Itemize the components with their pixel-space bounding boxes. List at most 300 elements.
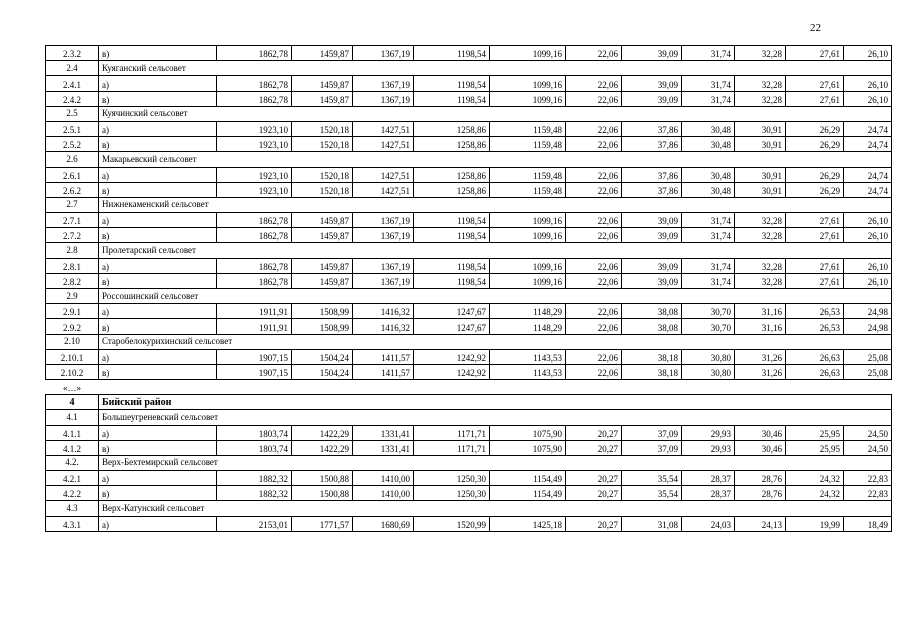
- value-cell: 30,70: [682, 304, 735, 319]
- row-code: 4.3.1: [46, 516, 99, 531]
- value-cell: 28,37: [682, 486, 735, 501]
- row-code: 2.7: [46, 197, 99, 212]
- value-cell: 1520,99: [414, 516, 490, 531]
- table-row: [46, 364, 892, 379]
- value-cell: 28,37: [682, 471, 735, 486]
- value-cell: 1367,19: [353, 213, 414, 228]
- value-cell: 1771,57: [292, 516, 353, 531]
- value-cell: 1427,51: [353, 167, 414, 182]
- value-cell: 26,10: [844, 46, 892, 61]
- row-code: 2.9.2: [46, 319, 99, 334]
- value-cell: 31,26: [735, 364, 786, 379]
- row-code: 2.5.1: [46, 121, 99, 136]
- value-cell: 26,10: [844, 91, 892, 106]
- tariff-table: [45, 45, 892, 532]
- value-cell: 1367,19: [353, 91, 414, 106]
- table-row: [46, 137, 892, 152]
- value-cell: 22,06: [566, 258, 622, 273]
- value-cell: 30,48: [682, 182, 735, 197]
- table-row: [46, 182, 892, 197]
- value-cell: 20,27: [566, 516, 622, 531]
- value-cell: 32,28: [735, 213, 786, 228]
- row-code: 4.1: [46, 410, 99, 425]
- value-cell: 1500,88: [292, 486, 353, 501]
- value-cell: 1198,54: [414, 76, 490, 91]
- row-code: 2.8.2: [46, 273, 99, 288]
- table-row: [46, 319, 892, 334]
- value-cell: 28,76: [735, 471, 786, 486]
- value-cell: 38,08: [622, 319, 682, 334]
- value-cell: 30,46: [735, 425, 786, 440]
- value-cell: 1416,32: [353, 304, 414, 319]
- value-cell: 30,46: [735, 440, 786, 455]
- table-row: [46, 273, 892, 288]
- value-cell: 32,28: [735, 273, 786, 288]
- value-cell: 26,10: [844, 273, 892, 288]
- row-code: 2.10: [46, 334, 99, 349]
- value-cell: 31,16: [735, 319, 786, 334]
- value-cell: 31,74: [682, 213, 735, 228]
- value-cell: 1099,16: [490, 213, 566, 228]
- value-cell: 24,74: [844, 137, 892, 152]
- table-row: [46, 76, 892, 91]
- value-cell: 1154,49: [490, 486, 566, 501]
- value-cell: 1459,87: [292, 213, 353, 228]
- row-code: 2.10.1: [46, 349, 99, 364]
- table-row: [46, 121, 892, 136]
- value-cell: 1459,87: [292, 46, 353, 61]
- row-code: «…»: [63, 383, 81, 394]
- group-title: Большеугреневский сельсовет: [99, 410, 892, 425]
- row-code: 2.7.1: [46, 213, 99, 228]
- value-cell: 1159,48: [490, 182, 566, 197]
- table-row: [46, 106, 892, 121]
- value-cell: 30,80: [682, 364, 735, 379]
- value-cell: 37,86: [622, 182, 682, 197]
- table-row: [46, 304, 892, 319]
- row-label: в): [99, 182, 217, 197]
- value-cell: 1099,16: [490, 91, 566, 106]
- value-cell: 1154,49: [490, 471, 566, 486]
- value-cell: 24,74: [844, 121, 892, 136]
- table-row: [46, 425, 892, 440]
- value-cell: 1500,88: [292, 471, 353, 486]
- value-cell: 1198,54: [414, 273, 490, 288]
- value-cell: 1143,53: [490, 364, 566, 379]
- value-cell: 26,63: [786, 364, 844, 379]
- value-cell: 20,27: [566, 486, 622, 501]
- value-cell: 26,10: [844, 213, 892, 228]
- value-cell: 1242,92: [414, 364, 490, 379]
- table-body: [46, 46, 892, 532]
- group-title: Верх-Бехтемирский сельсовет: [99, 455, 892, 470]
- value-cell: 24,50: [844, 440, 892, 455]
- value-cell: 1258,86: [414, 167, 490, 182]
- table-row: [46, 213, 892, 228]
- value-cell: 1410,00: [353, 486, 414, 501]
- value-cell: 1171,71: [414, 440, 490, 455]
- row-label: в): [99, 273, 217, 288]
- value-cell: 31,74: [682, 46, 735, 61]
- value-cell: 1882,32: [217, 486, 292, 501]
- group-title: Куячинский сельсовет: [99, 106, 892, 121]
- value-cell: 38,18: [622, 364, 682, 379]
- row-label: а): [99, 258, 217, 273]
- value-cell: 26,29: [786, 182, 844, 197]
- value-cell: 1411,57: [353, 349, 414, 364]
- table-row: [46, 349, 892, 364]
- value-cell: 22,06: [566, 137, 622, 152]
- value-cell: 37,86: [622, 167, 682, 182]
- table-row: [46, 228, 892, 243]
- value-cell: 27,61: [786, 91, 844, 106]
- value-cell: 1520,18: [292, 167, 353, 182]
- row-code: 2.8.1: [46, 258, 99, 273]
- table-row: [46, 455, 892, 470]
- row-label: а): [99, 213, 217, 228]
- row-label: в): [99, 46, 217, 61]
- row-code: 2.10.2: [46, 364, 99, 379]
- value-cell: 38,18: [622, 349, 682, 364]
- row-label: в): [99, 319, 217, 334]
- value-cell: 24,74: [844, 182, 892, 197]
- table-row: [46, 471, 892, 486]
- row-code: 2.6: [46, 152, 99, 167]
- row-label: в): [99, 91, 217, 106]
- value-cell: 1862,78: [217, 213, 292, 228]
- value-cell: 1247,67: [414, 319, 490, 334]
- value-cell: 1862,78: [217, 228, 292, 243]
- value-cell: 1508,99: [292, 304, 353, 319]
- value-cell: 22,06: [566, 273, 622, 288]
- row-label: а): [99, 516, 217, 531]
- value-cell: 1923,10: [217, 182, 292, 197]
- row-code: 4.1.2: [46, 440, 99, 455]
- value-cell: 29,93: [682, 425, 735, 440]
- value-cell: 39,09: [622, 273, 682, 288]
- value-cell: 1504,24: [292, 349, 353, 364]
- value-cell: 27,61: [786, 46, 844, 61]
- value-cell: 39,09: [622, 258, 682, 273]
- value-cell: 1923,10: [217, 137, 292, 152]
- row-label: в): [99, 364, 217, 379]
- value-cell: 24,13: [735, 516, 786, 531]
- value-cell: 22,06: [566, 364, 622, 379]
- value-cell: 1099,16: [490, 46, 566, 61]
- value-cell: 20,27: [566, 425, 622, 440]
- row-code: 4.2.1: [46, 471, 99, 486]
- page-number: 22: [810, 22, 821, 34]
- value-cell: 1862,78: [217, 46, 292, 61]
- value-cell: 24,74: [844, 167, 892, 182]
- value-cell: 1803,74: [217, 440, 292, 455]
- value-cell: 1099,16: [490, 258, 566, 273]
- value-cell: 1367,19: [353, 76, 414, 91]
- row-code: 4.2.2: [46, 486, 99, 501]
- value-cell: 29,93: [682, 440, 735, 455]
- value-cell: 25,08: [844, 364, 892, 379]
- value-cell: 31,74: [682, 76, 735, 91]
- group-title: Куяганский сельсовет: [99, 61, 892, 76]
- value-cell: 1367,19: [353, 46, 414, 61]
- value-cell: 19,99: [786, 516, 844, 531]
- value-cell: 1410,00: [353, 471, 414, 486]
- value-cell: 31,26: [735, 349, 786, 364]
- value-cell: 1427,51: [353, 121, 414, 136]
- value-cell: 22,06: [566, 349, 622, 364]
- value-cell: 1422,29: [292, 440, 353, 455]
- table-row: [46, 91, 892, 106]
- row-label: в): [99, 486, 217, 501]
- value-cell: 30,48: [682, 137, 735, 152]
- value-cell: 1250,30: [414, 486, 490, 501]
- row-label: а): [99, 304, 217, 319]
- value-cell: 24,50: [844, 425, 892, 440]
- value-cell: 2153,01: [217, 516, 292, 531]
- value-cell: 22,06: [566, 228, 622, 243]
- value-cell: 22,06: [566, 304, 622, 319]
- value-cell: 25,95: [786, 440, 844, 455]
- value-cell: 1520,18: [292, 121, 353, 136]
- row-code: 2.6.1: [46, 167, 99, 182]
- value-cell: 24,32: [786, 471, 844, 486]
- value-cell: 30,91: [735, 121, 786, 136]
- value-cell: 32,28: [735, 46, 786, 61]
- row-code: 4: [46, 395, 99, 410]
- value-cell: 1198,54: [414, 46, 490, 61]
- value-cell: 1459,87: [292, 76, 353, 91]
- value-cell: 27,61: [786, 258, 844, 273]
- value-cell: 22,06: [566, 182, 622, 197]
- value-cell: 39,09: [622, 213, 682, 228]
- value-cell: 22,06: [566, 121, 622, 136]
- group-title: Россошинский сельсовет: [99, 289, 892, 304]
- value-cell: 30,80: [682, 349, 735, 364]
- value-cell: 1198,54: [414, 258, 490, 273]
- value-cell: 26,53: [786, 304, 844, 319]
- row-label: а): [99, 471, 217, 486]
- group-title: Старобелокурихинский сельсовет: [99, 334, 892, 349]
- value-cell: 31,74: [682, 258, 735, 273]
- value-cell: 37,86: [622, 137, 682, 152]
- value-cell: 32,28: [735, 76, 786, 91]
- value-cell: 38,08: [622, 304, 682, 319]
- row-code: 2.6.2: [46, 182, 99, 197]
- value-cell: 1520,18: [292, 182, 353, 197]
- table-row: [46, 258, 892, 273]
- value-cell: 35,54: [622, 486, 682, 501]
- value-cell: 1508,99: [292, 319, 353, 334]
- value-cell: 1911,91: [217, 319, 292, 334]
- value-cell: 1416,32: [353, 319, 414, 334]
- value-cell: 31,16: [735, 304, 786, 319]
- value-cell: 1247,67: [414, 304, 490, 319]
- table-row: [46, 410, 892, 425]
- row-label: в): [99, 137, 217, 152]
- value-cell: 20,27: [566, 471, 622, 486]
- table-row: [46, 486, 892, 501]
- value-cell: 1425,18: [490, 516, 566, 531]
- table-row: [46, 501, 892, 516]
- value-cell: 31,74: [682, 91, 735, 106]
- group-title: Верх-Катунский сельсовет: [99, 501, 892, 516]
- value-cell: 39,09: [622, 46, 682, 61]
- value-cell: 1459,87: [292, 228, 353, 243]
- row-code: 2.7.2: [46, 228, 99, 243]
- value-cell: 32,28: [735, 258, 786, 273]
- value-cell: 1923,10: [217, 167, 292, 182]
- group-title: Бийский район: [99, 395, 892, 410]
- value-cell: 25,08: [844, 349, 892, 364]
- value-cell: 1099,16: [490, 273, 566, 288]
- group-title: Макарьевский сельсовет: [99, 152, 892, 167]
- table-row: [46, 46, 892, 61]
- value-cell: 39,09: [622, 76, 682, 91]
- row-code: 2.4: [46, 61, 99, 76]
- value-cell: 1459,87: [292, 273, 353, 288]
- value-cell: 1422,29: [292, 425, 353, 440]
- row-code: 2.3.2: [46, 46, 99, 61]
- value-cell: 30,91: [735, 167, 786, 182]
- row-label: а): [99, 349, 217, 364]
- value-cell: 1159,48: [490, 121, 566, 136]
- row-label: в): [99, 228, 217, 243]
- value-cell: 1459,87: [292, 258, 353, 273]
- table-row: [46, 61, 892, 76]
- value-cell: 1075,90: [490, 440, 566, 455]
- value-cell: 1159,48: [490, 137, 566, 152]
- value-cell: 39,09: [622, 91, 682, 106]
- group-title: [99, 380, 892, 395]
- value-cell: 1367,19: [353, 258, 414, 273]
- value-cell: 26,10: [844, 228, 892, 243]
- value-cell: 1862,78: [217, 76, 292, 91]
- row-code: 4.3: [46, 501, 99, 516]
- value-cell: 22,83: [844, 471, 892, 486]
- value-cell: 1099,16: [490, 228, 566, 243]
- value-cell: 32,28: [735, 228, 786, 243]
- row-code: 2.4.2: [46, 91, 99, 106]
- value-cell: 1198,54: [414, 213, 490, 228]
- value-cell: 30,70: [682, 319, 735, 334]
- value-cell: 1862,78: [217, 91, 292, 106]
- value-cell: 22,06: [566, 319, 622, 334]
- value-cell: 1148,29: [490, 304, 566, 319]
- row-code: 2.5: [46, 106, 99, 121]
- value-cell: 1099,16: [490, 76, 566, 91]
- value-cell: 30,91: [735, 137, 786, 152]
- value-cell: 26,10: [844, 76, 892, 91]
- value-cell: 1520,18: [292, 137, 353, 152]
- value-cell: 28,76: [735, 486, 786, 501]
- value-cell: 1075,90: [490, 425, 566, 440]
- value-cell: 1882,32: [217, 471, 292, 486]
- value-cell: 27,61: [786, 76, 844, 91]
- value-cell: 20,27: [566, 440, 622, 455]
- value-cell: 1367,19: [353, 273, 414, 288]
- table-row: [46, 516, 892, 531]
- value-cell: 1159,48: [490, 167, 566, 182]
- value-cell: 1862,78: [217, 258, 292, 273]
- value-cell: 1148,29: [490, 319, 566, 334]
- value-cell: 1258,86: [414, 137, 490, 152]
- row-code: 4.1.1: [46, 425, 99, 440]
- group-title: Пролетарский сельсовет: [99, 243, 892, 258]
- value-cell: 31,74: [682, 228, 735, 243]
- row-label: а): [99, 425, 217, 440]
- value-cell: 27,61: [786, 273, 844, 288]
- value-cell: 25,95: [786, 425, 844, 440]
- value-cell: 31,08: [622, 516, 682, 531]
- value-cell: 1331,41: [353, 440, 414, 455]
- value-cell: 26,10: [844, 258, 892, 273]
- value-cell: 1143,53: [490, 349, 566, 364]
- table-row: [46, 334, 892, 349]
- value-cell: 1258,86: [414, 182, 490, 197]
- row-code: 2.4.1: [46, 76, 99, 91]
- table-row: [46, 289, 892, 304]
- value-cell: 26,29: [786, 121, 844, 136]
- value-cell: 37,86: [622, 121, 682, 136]
- value-cell: 1427,51: [353, 182, 414, 197]
- value-cell: 26,29: [786, 137, 844, 152]
- value-cell: 35,54: [622, 471, 682, 486]
- value-cell: 26,63: [786, 349, 844, 364]
- value-cell: 30,48: [682, 121, 735, 136]
- value-cell: 22,06: [566, 213, 622, 228]
- group-title: Нижнекаменский сельсовет: [99, 197, 892, 212]
- value-cell: 1331,41: [353, 425, 414, 440]
- value-cell: 1367,19: [353, 228, 414, 243]
- value-cell: 1411,57: [353, 364, 414, 379]
- row-label: а): [99, 76, 217, 91]
- value-cell: 1803,74: [217, 425, 292, 440]
- value-cell: 1907,15: [217, 364, 292, 379]
- value-cell: 18,49: [844, 516, 892, 531]
- row-code: 2.8: [46, 243, 99, 258]
- value-cell: 1250,30: [414, 471, 490, 486]
- value-cell: 24,98: [844, 304, 892, 319]
- row-code: 4.2.: [46, 455, 99, 470]
- value-cell: 1862,78: [217, 273, 292, 288]
- row-code: 2.9: [46, 289, 99, 304]
- value-cell: 24,32: [786, 486, 844, 501]
- row-label: а): [99, 167, 217, 182]
- row-code: 2.9.1: [46, 304, 99, 319]
- value-cell: 1911,91: [217, 304, 292, 319]
- table-row: [46, 197, 892, 212]
- value-cell: 1923,10: [217, 121, 292, 136]
- value-cell: 1242,92: [414, 349, 490, 364]
- value-cell: 22,83: [844, 486, 892, 501]
- value-cell: 22,06: [566, 91, 622, 106]
- value-cell: 1459,87: [292, 91, 353, 106]
- value-cell: 32,28: [735, 91, 786, 106]
- table-row: [46, 380, 892, 395]
- value-cell: 1680,69: [353, 516, 414, 531]
- table-row: [46, 395, 892, 410]
- value-cell: 37,09: [622, 440, 682, 455]
- value-cell: 1427,51: [353, 137, 414, 152]
- value-cell: 1907,15: [217, 349, 292, 364]
- value-cell: 1198,54: [414, 91, 490, 106]
- value-cell: 24,98: [844, 319, 892, 334]
- value-cell: 30,91: [735, 182, 786, 197]
- table-row: [46, 440, 892, 455]
- value-cell: 37,09: [622, 425, 682, 440]
- value-cell: 1198,54: [414, 228, 490, 243]
- value-cell: 26,53: [786, 319, 844, 334]
